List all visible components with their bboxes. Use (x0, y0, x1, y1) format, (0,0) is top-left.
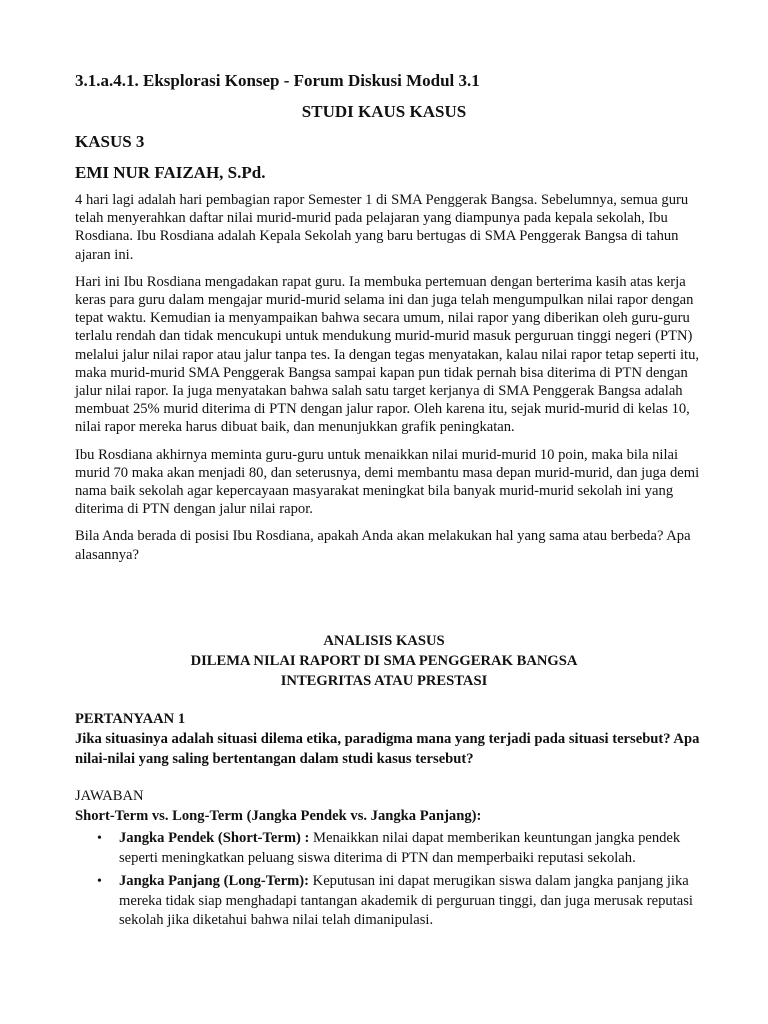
answer-bullet-list (75, 829, 715, 931)
case-story (75, 191, 715, 573)
analysis-subtitle: DILEMA NILAI RAPORT DI SMA PENGGERAK BANGSA (190, 653, 578, 669)
list-item (75, 829, 715, 868)
story-paragraph: 4 hari lagi adalah hari pembagian rapor Semester 1 di SMA Penggerak Bangsa. Sebelumnya, semua guru telah menyerahkan daftar nilai murid-murid pada pelajaran yang diampunya pada kepala sekolah, Ibu Rosdiana. Ibu Rosdiana adalah Kepala Sekolah yang baru bertugas di SMA Penggerak Bangsa di tahun ajaran ini. (75, 192, 689, 263)
question-block (75, 709, 715, 769)
bullet-term: Jangka Panjang (Long-Term): (119, 873, 310, 889)
main-title: STUDI KAUS KASUS (301, 102, 467, 121)
bullet-dot-icon: • (97, 831, 102, 846)
author-name: EMI NUR FAIZAH, S.Pd. (75, 163, 266, 182)
analysis-heading (0, 631, 768, 691)
analysis-title: ANALISIS KASUS (323, 633, 445, 649)
analysis-theme: INTEGRITAS ATAU PRESTASI (280, 673, 488, 689)
question-label: PERTANYAAN 1 (75, 711, 186, 727)
page-header: 3.1.a.4.1. Eksplorasi Konsep - Forum Diskusi Modul 3.1 (75, 71, 480, 90)
story-paragraph: Ibu Rosdiana akhirnya meminta guru-guru untuk menaikkan nilai murid-murid 10 poin, maka bila nilai murid 70 maka akan menjadi 80, dan seterusnya, demi membantu masa depan murid-murid, dan juga demi nama baik sekolah agar kepercayaan masyarakat meningkat bila banyak murid-murid sekolah ini yang diterima di PTN dengan jalur nilai rapor. (75, 446, 700, 518)
answer-block (75, 786, 715, 935)
question-text: Jika situasinya adalah situasi dilema etika, paradigma mana yang terjadi pada situasi tersebut? Apa nilai-nilai yang saling bertentangan dalam studi kasus tersebut? (75, 731, 700, 767)
bullet-term: Jangka Pendek (Short-Term) : (119, 830, 310, 846)
list-item (75, 872, 715, 931)
answer-subtitle: Short-Term vs. Long-Term (Jangka Pendek vs. Jangka Panjang): (75, 808, 482, 824)
bullet-dot-icon: • (97, 874, 102, 889)
story-paragraph: Hari ini Ibu Rosdiana mengadakan rapat guru. Ia membuka pertemuan dengan berterima kasih atas kerja keras para guru dalam mengajar murid-murid selama ini dan juga telah mengumpulkan nilai rapor dengan tepat waktu. Kemudian ia menyampaikan bahwa secara umum, nilai rapor yang diberikan oleh guru-guru terlalu rendah dan tidak mencukupi untuk mendukung murid-murid masuk perguruan tinggi negeri (PTN) melalui jalur nilai rapor atau jalur tanpa tes. Ia dengan tegas menyatakan, kalau nilai rapor tetap seperti itu, maka murid-murid SMA Penggerak Bangsa sampai kapan pun tidak pernah bisa diterima di PTN dengan jalur nilai rapor. Ia juga menyatakan bahwa salah satu target kerjanya di SMA Penggerak Bangsa adalah membuat 25% murid diterima di PTN dengan jalur rapor. Oleh karena itu, sejak murid-murid di kelas 10, nilai rapor mereka harus dibuat baik, dan menunjukkan grafik peningkatan. (75, 273, 700, 436)
bullet-text: Menaikkan nilai dapat memberikan keuntungan jangka pendek seperti meningkatkan peluang siswa diterima di PTN dan memperbaiki reputasi sekolah. (119, 830, 681, 866)
case-number: KASUS 3 (75, 132, 145, 151)
answer-label: JAWABAN (75, 788, 144, 804)
story-paragraph: Bila Anda berada di posisi Ibu Rosdiana, apakah Anda akan melakukan hal yang sama atau berbeda? Apa alasannya? (75, 528, 691, 563)
bullet-text: Keputusan ini dapat merugikan siswa dalam jangka panjang jika mereka tidak siap menghadapi tantangan akademik di perguruan tinggi, dan juga merusak reputasi sekolah jika diketahui bahwa nilai telah dimanipulasi. (119, 873, 693, 928)
